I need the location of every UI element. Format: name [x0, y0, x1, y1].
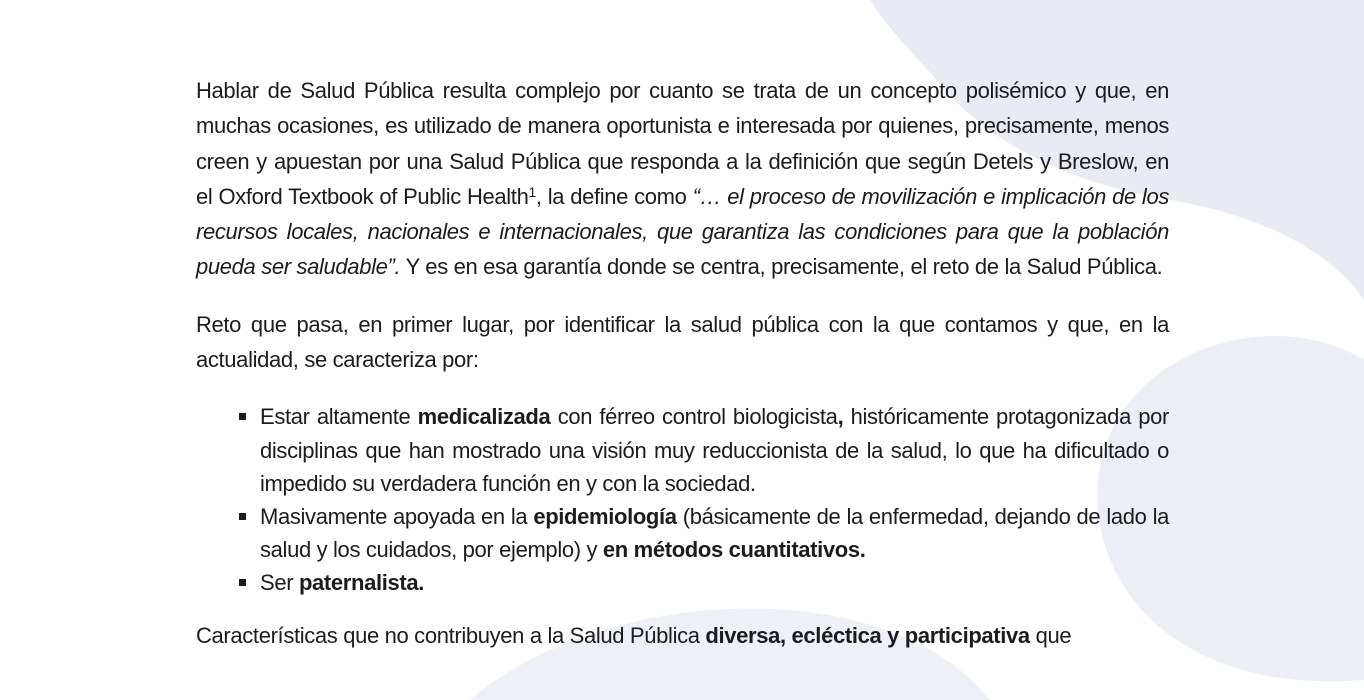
characteristics-list — [196, 400, 1169, 599]
paragraph-challenge: Reto que pasa, en primer lugar, por identificar la salud pública con la que contamos y que, en la actualidad, se caracteriza por: — [196, 311, 1169, 373]
square-bullet-icon — [239, 513, 246, 520]
footnote-reference[interactable]: 1 — [528, 183, 536, 200]
definition-quote: “… el proceso de movilización e implicación de los recursos locales, nacionales e internacionales, que garantiza las condiciones para que la población pueda ser saludable”. — [196, 183, 1169, 280]
list-item-text: históricamente protagonizada por disciplinas que han mostrado una visión muy reduccionista de la salud, lo que ha dificultado o impedido su verdadera función en y con la sociedad. — [260, 404, 1169, 496]
list-item-bold: , — [837, 404, 844, 430]
paragraph-characteristics-text: Características que no contribuyen a la Salud Pública — [196, 622, 706, 648]
paragraph-definition — [196, 73, 1169, 285]
paragraph-definition-text: Hablar de Salud Pública resulta complejo por cuanto se trata de un concepto polisémico y que, en muchas ocasiones, es utilizado de manera oportunista e interesada por quienes, precisamente, menos creen y apuestan por una Salud Pública que responda a la definición que según Detels y Breslow, en el Oxford Textbook of Public Health — [196, 78, 1169, 209]
list-item-text: Masivamente apoyada en la — [260, 503, 534, 529]
list-item-text: con férreo control biologicista — [550, 404, 838, 430]
list-item — [260, 566, 1169, 599]
list-item-text: (básicamente de la enfermedad, dejando de lado la salud y los cuidados, por ejemplo) y — [260, 503, 1169, 563]
square-bullet-icon — [239, 579, 246, 586]
list-item-bold: paternalista. — [298, 570, 425, 596]
list-item-text: Ser — [260, 570, 299, 596]
paragraph-characteristics-text: que — [1029, 622, 1072, 648]
list-item — [260, 500, 1169, 566]
document-page — [196, 73, 1169, 653]
list-item-bold: epidemiología — [533, 503, 677, 529]
list-item-bold: en métodos cuantitativos. — [602, 537, 866, 563]
list-item-text: Estar altamente — [260, 404, 418, 430]
paragraph-definition-ending: Y es en esa garantía donde se centra, precisamente, el reto de la Salud Pública. — [400, 254, 1163, 280]
paragraph-characteristics — [196, 618, 1169, 653]
list-item — [260, 400, 1169, 500]
paragraph-definition-continuation: , la define como — [535, 183, 693, 209]
square-bullet-icon — [239, 413, 246, 420]
list-item-bold: medicalizada — [417, 404, 551, 430]
paragraph-characteristics-bold: diversa, ecléctica y participativa — [705, 622, 1030, 648]
